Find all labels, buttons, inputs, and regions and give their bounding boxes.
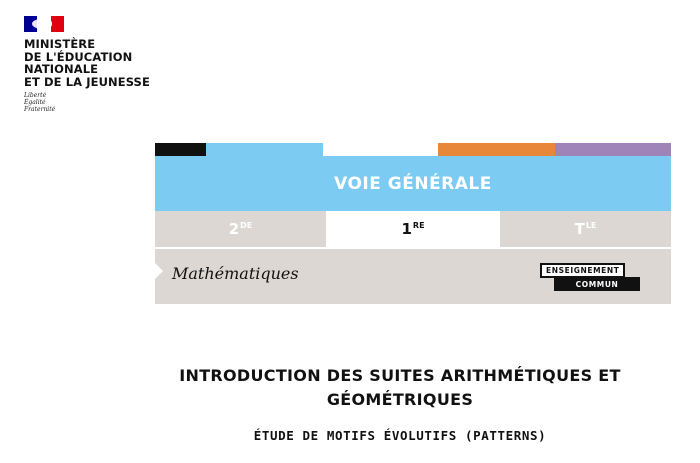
french-flag-icon — [24, 16, 64, 32]
level-sup: DE — [240, 220, 253, 230]
level-sup: RE — [412, 220, 425, 230]
title-line: INTRODUCTION DES SUITES ARITHMÉTIQUES ET — [179, 366, 621, 385]
enseignement-tag — [540, 258, 640, 291]
level-label: T — [574, 220, 585, 238]
level-seconde — [155, 211, 326, 247]
color-stripes — [155, 143, 671, 156]
document-subtitle: ÉTUDE DE MOTIFS ÉVOLUTIFS (PATTERNS) — [253, 428, 547, 443]
motto-line: Liberté — [24, 92, 47, 99]
stripe-purple — [555, 143, 671, 156]
curriculum-banner — [155, 143, 671, 304]
tag-line-1: ENSEIGNEMENT — [540, 263, 625, 278]
tag-line-2: COMMUN — [554, 277, 640, 291]
motto-line: Fraternité — [24, 106, 56, 113]
ministry-name — [24, 38, 150, 88]
voie-heading: VOIE GÉNÉRALE — [155, 156, 671, 211]
level-label: 2 — [228, 220, 240, 238]
document-title — [140, 364, 660, 412]
stripe-orange — [438, 143, 555, 156]
subject-bar — [155, 249, 671, 304]
ministry-line: NATIONALE — [24, 62, 99, 76]
ministry-logo — [24, 16, 150, 113]
motto-line: Égalité — [24, 99, 46, 106]
level-premiere-active — [326, 211, 500, 247]
level-terminale — [500, 211, 671, 247]
ministry-line: ET DE LA JEUNESSE — [24, 74, 150, 89]
stripe-black — [155, 143, 206, 156]
level-sup: LE — [585, 220, 597, 230]
republic-motto — [24, 92, 150, 113]
ministry-line: MINISTÈRE — [24, 37, 96, 51]
level-selector — [155, 211, 671, 247]
stripe-blue — [206, 143, 323, 156]
subject-name: Mathématiques — [172, 264, 299, 283]
title-line: GÉOMÉTRIQUES — [326, 390, 474, 409]
level-label: 1 — [401, 220, 412, 238]
ministry-line: DE L'ÉDUCATION — [24, 49, 133, 64]
